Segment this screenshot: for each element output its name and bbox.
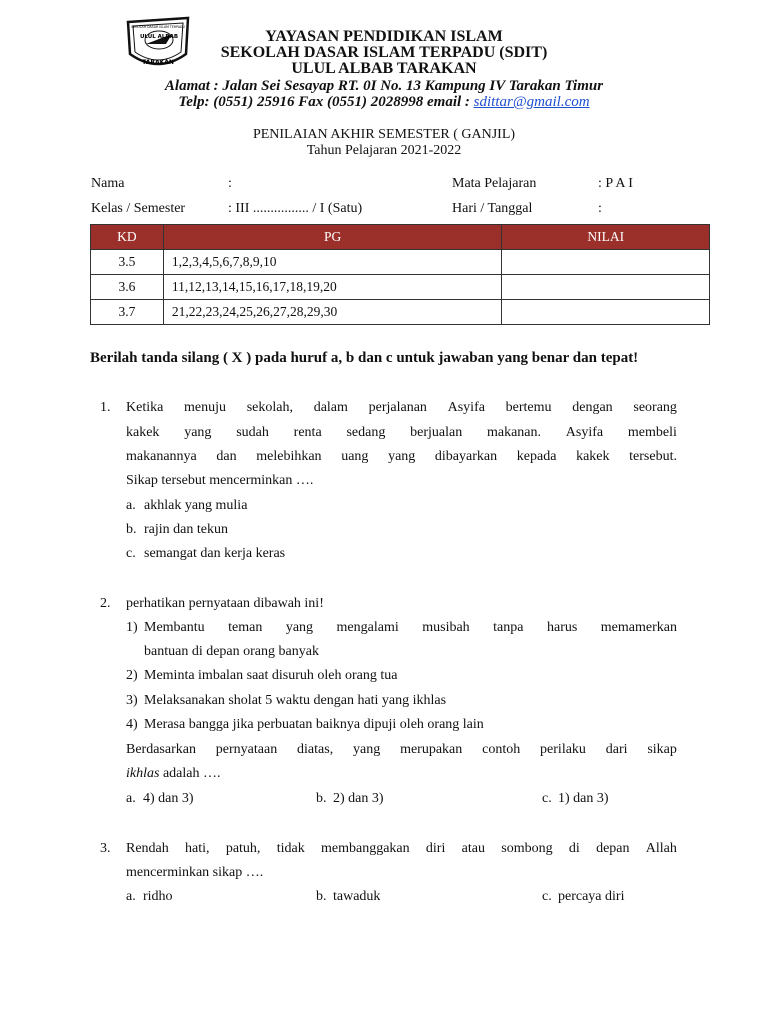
question-2-intro: perhatikan pernyataan dibawah ini! xyxy=(126,596,324,611)
nilai-cell[interactable] xyxy=(502,300,710,325)
q3-option-b-letter[interactable]: b. xyxy=(316,889,327,904)
name-field[interactable]: : xyxy=(228,176,232,191)
logo-text-top: ULUL ALBAB xyxy=(139,34,179,40)
statement-number: 2) xyxy=(126,668,138,683)
q1-option-b-letter[interactable]: b. xyxy=(126,522,137,537)
question-1-line: makanannya dan melebihkan uang yang dibayarkan kepada kakek tersebut. xyxy=(126,449,677,464)
q3-option-b-text[interactable]: tawaduk xyxy=(333,889,381,904)
foundation-name: YAYASAN PENDIDIKAN ISLAM xyxy=(265,28,503,45)
contact-phone-fax: Telp: (0551) 25916 Fax (0551) 2028998 email : xyxy=(178,94,474,110)
date-label: Hari / Tanggal xyxy=(452,201,533,216)
q3-option-c-letter[interactable]: c. xyxy=(542,889,552,904)
kd-cell: 3.5 xyxy=(91,250,164,275)
exam-title: PENILAIAN AKHIR SEMESTER ( GANJIL) xyxy=(252,127,516,142)
statement-number: 1) xyxy=(126,620,138,635)
q2-option-c-text[interactable]: 1) dan 3) xyxy=(558,791,609,806)
question-3-line: Rendah hati, patuh, tidak membanggakan diri atau sombong di depan Allah xyxy=(126,841,677,856)
pg-cell: 1,2,3,4,5,6,7,8,9,10 xyxy=(163,250,502,275)
q2-option-c-letter[interactable]: c. xyxy=(542,791,552,806)
q1-option-c-text[interactable]: semangat dan kerja keras xyxy=(144,546,286,561)
nilai-cell[interactable] xyxy=(502,250,710,275)
question-2-line xyxy=(126,766,220,782)
question-1-line: Ketika menuju sekolah, dalam perjalanan Asyifa bertemu dengan seorang xyxy=(126,400,677,415)
q1-option-c-letter[interactable]: c. xyxy=(126,546,136,561)
subject-value: : P A I xyxy=(598,176,633,191)
question-2-line-rest: adalah …. xyxy=(159,766,221,781)
school-name: ULUL ALBAB TARAKAN xyxy=(291,60,477,77)
question-3-number: 3. xyxy=(100,841,111,856)
statement-number: 4) xyxy=(126,717,138,732)
statement-text: bantuan di depan orang banyak xyxy=(144,644,319,659)
statement-text: Melaksanakan sholat 5 waktu dengan hati yang ikhlas xyxy=(144,693,447,708)
question-1-line: kakek yang sudah renta sedang berjualan makanan. Asyifa membeli xyxy=(126,425,677,440)
school-address: Alamat : Jalan Sei Sesayap RT. 0I No. 13 Kampung IV Tarakan Timur xyxy=(164,78,604,94)
statement-text: Membantu teman yang mengalami musibah tanpa harus memamerkan xyxy=(144,620,677,635)
statement-text: Meminta imbalan saat disuruh oleh orang tua xyxy=(144,668,398,683)
statement-number: 3) xyxy=(126,693,138,708)
question-2-line: Berdasarkan pernyataan diatas, yang merupakan contoh perilaku dari sikap xyxy=(126,742,677,757)
col-header-pg: PG xyxy=(163,225,502,250)
statement-text: Merasa bangga jika perbuatan baiknya dipuji oleh orang lain xyxy=(144,717,484,732)
logo-text-bottom: TARAKAN xyxy=(142,59,174,66)
date-field[interactable]: : xyxy=(598,201,602,216)
pg-cell: 11,12,13,14,15,16,17,18,19,20 xyxy=(163,275,502,300)
kd-cell: 3.7 xyxy=(91,300,164,325)
q2-option-b-text[interactable]: 2) dan 3) xyxy=(333,791,384,806)
exam-year: Tahun Pelajaran 2021-2022 xyxy=(306,143,462,158)
q3-option-a-text[interactable]: ridho xyxy=(143,889,173,904)
q2-option-a-text[interactable]: 4) dan 3) xyxy=(143,791,194,806)
q2-option-a-letter[interactable]: a. xyxy=(126,791,136,806)
nilai-cell[interactable] xyxy=(502,275,710,300)
table-header-row xyxy=(91,225,710,250)
q1-option-a-letter[interactable]: a. xyxy=(126,498,136,513)
class-field[interactable]: : III ................ / I (Satu) xyxy=(228,201,363,216)
question-3-line: mencerminkan sikap …. xyxy=(126,865,264,880)
col-header-kd: KD xyxy=(91,225,164,250)
col-header-nilai: NILAI xyxy=(502,225,710,250)
email-link[interactable]: sdittar@gmail.com xyxy=(473,94,590,110)
question-2-keyword: ikhlas xyxy=(126,766,160,781)
question-1-line: Sikap tersebut mencerminkan …. xyxy=(126,473,314,488)
instruction-text: Berilah tanda silang ( X ) pada huruf a, b dan c untuk jawaban yang benar dan tepat! xyxy=(90,350,639,366)
table-row xyxy=(91,250,710,275)
subject-label: Mata Pelajaran xyxy=(452,176,537,191)
kd-cell: 3.6 xyxy=(91,275,164,300)
q2-option-b-letter[interactable]: b. xyxy=(316,791,327,806)
q3-option-c-text[interactable]: percaya diri xyxy=(558,889,625,904)
logo-ring-text: SEKOLAH DASAR ISLAM TERPADU xyxy=(131,25,185,29)
table-row xyxy=(91,275,710,300)
kd-score-table xyxy=(90,224,710,325)
question-2-number: 2. xyxy=(100,596,111,611)
table-row xyxy=(91,300,710,325)
q1-option-a-text[interactable]: akhlak yang mulia xyxy=(144,498,248,513)
q3-option-a-letter[interactable]: a. xyxy=(126,889,136,904)
question-1-number: 1. xyxy=(100,400,111,415)
class-label: Kelas / Semester xyxy=(91,201,186,216)
name-label: Nama xyxy=(91,176,125,191)
school-type: SEKOLAH DASAR ISLAM TERPADU (SDIT) xyxy=(220,44,548,61)
school-contact xyxy=(0,94,768,111)
pg-cell: 21,22,23,24,25,26,27,28,29,30 xyxy=(163,300,502,325)
q1-option-b-text[interactable]: rajin dan tekun xyxy=(144,522,228,537)
